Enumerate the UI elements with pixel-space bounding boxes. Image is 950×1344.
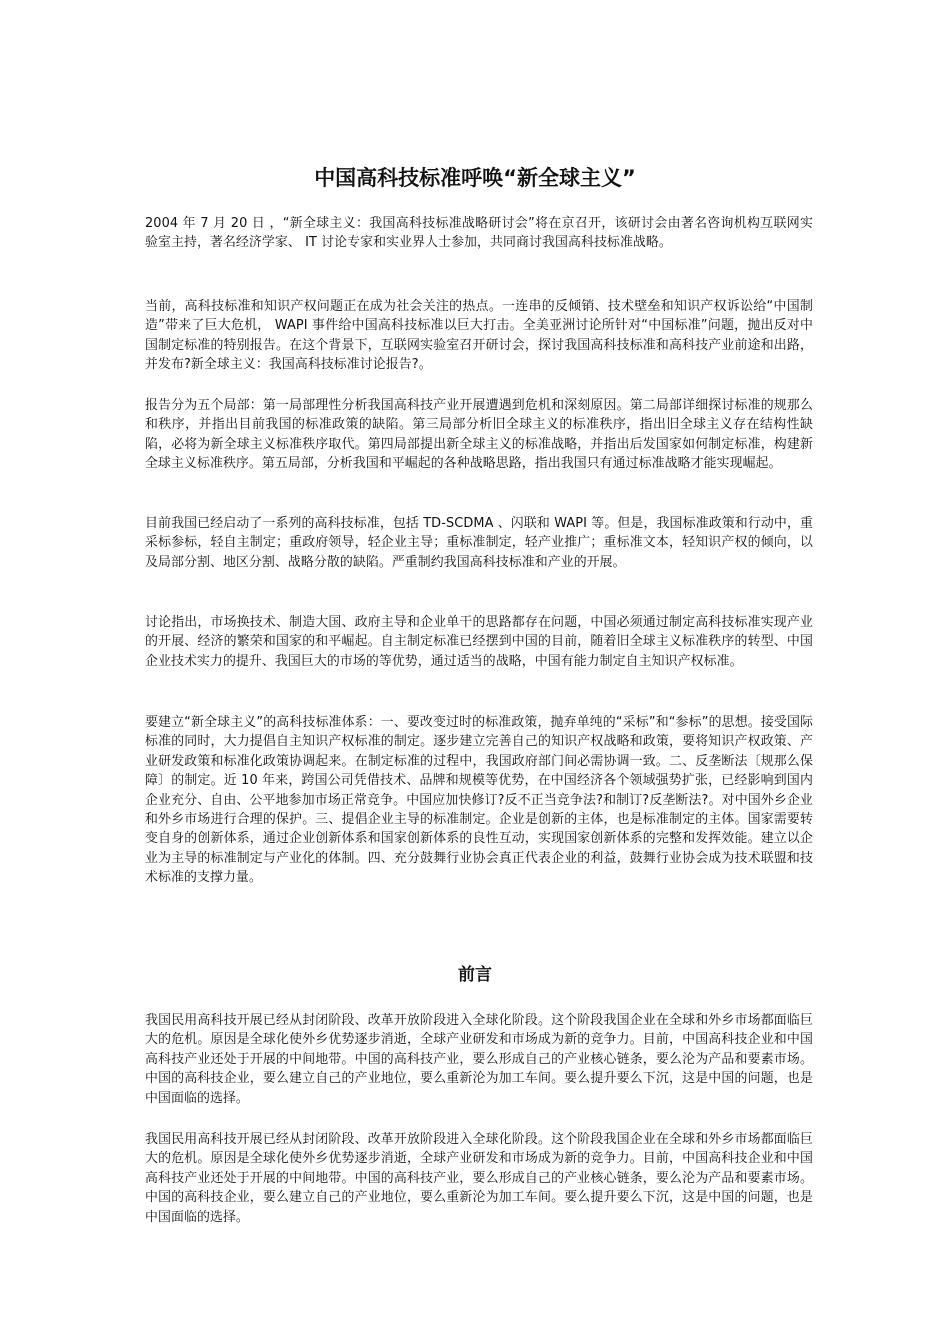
paragraph-background: 当前，高科技标准和知识产权问题正在成为社会关注的热点。一连串的反倾销、技术壁垒和知识产权诉讼给“中国制造”带来了巨大危机， WAPI 事件给中国高科技标准以巨大打击。全美亚洲讨论所针对“中国标准”问题，抛出反对中国制定标准的特别报告。在这个背景下，互联网实验室召开研讨会，探讨我国高科技标准和高科技产业前途和出路，并发布?新全球主义：我国高科技标准讨论报告?。 (145, 299, 813, 373)
document-title: 中国高科技标准呼唤“新全球主义” (314, 166, 636, 190)
paragraph-intro: 2004 年 7 月 20 日 ，“新全球主义：我国高科技标准战略研讨会”将在京召开，该研讨会由著名咨询机构互联网实验室主持，著名经济学家、 IT 讨论专家和实业界人士参加，共同商讨我国高科技标准战略。 (145, 216, 813, 251)
paragraph-recommendations: 要建立“新全球主义”的高科技标准体系：一、要改变过时的标准政策，抛弃单纯的“采标”和“参标”的思想。接受国际标准的同时，大力提倡自主知识产权标准的制定。逐步建立完善自己的知识产权战略和政策，要将知识产权政策、产业研发政策和标准化政策协调起来。在制定标准的过程中，我国政府部门间必需协调一致。二、反垄断法〔规那么保障〕的制定。近 10 年来，跨国公司凭借技术、品牌和规模等优势，在中国经济各个领域强势扩张，已经影响到国内企业充分、自由、公平地参加市场正常竞争。中国应加快修订?反不正当竞争法?和制订?反垄断法?。对中国外乡企业和外乡市场进行合理的保护。三、提倡企业主导的标准制定。企业是创新的主体，也是标准制定的主体。国家需要转变自身的创新体系，通过企业创新体系和国家创新体系的良性互动，实现国家创新体系的完整和发挥效能。建立以企业为主导的标准制定与产业化的体制。四、充分鼓舞行业协会真正代表企业的利益，鼓舞行业协会成为技术联盟和技术标准的支撑力量。 (145, 715, 813, 886)
paragraph-current-standards: 目前我国已经启动了一系列的高科技标准，包括 TD-SCDMA 、闪联和 WAPI 等。但是，我国标准政策和行动中，重采标参标，轻自主制定；重政府领导，轻企业主导；重标准制定，轻产业推广；重标准文本，轻知识产权的倾向，以及局部分割、地区分割、战略分散的缺陷。严重制约我国高科技标准和产业的开展。 (145, 516, 813, 570)
section-title-preface: 前言 (458, 965, 492, 985)
paragraph-report-structure: 报告分为五个局部：第一局部理性分析我国高科技产业开展遭遇到危机和深刻原因。第二局部详细探讨标准的规那么和秩序，并指出目前我国的标准政策的缺陷。第三局部分析旧全球主义的标准秩序，指出旧全球主义存在结构性缺陷，必将为新全球主义标准秩序取代。第四局部提出新全球主义的标准战略，并指出后发国家如何制定标准，构建新全球主义标准秩序。第五局部，分析我国和平崛起的各种战略思路，指出我国只有通过标准战略才能实现崛起。 (145, 398, 813, 472)
paragraph-discussion: 讨论指出，市场换技术、制造大国、政府主导和企业单干的思路都存在问题，中国必须通过制定高科技标准实现产业的开展、经济的繁荣和国家的和平崛起。自主制定标准已经摆到中国的目前，随着旧全球主义标准秩序的转型、中国企业技术实力的提升、我国巨大的市场的等优势，通过适当的战略，中国有能力制定自主知识产权标准。 (145, 615, 813, 669)
paragraph-preface-1: 我国民用高科技开展已经从封闭阶段、改革开放阶段进入全球化阶段。这个阶段我国企业在全球和外乡市场都面临巨大的危机。原因是全球化使外乡优势逐步消逝，全球产业研发和市场成为新的竞争力。目前，中国高科技企业和中国高科技产业还处于开展的中间地带。中国的高科技产业，要么形成自己的产业核心链条，要么沦为产品和要素市场。中国的高科技企业，要么建立自己的产业地位，要么重新沦为加工车间。要么提升要么下沉，这是中国的问题，也是中国面临的选择。 (145, 1013, 813, 1106)
paragraph-preface-2: 我国民用高科技开展已经从封闭阶段、改革开放阶段进入全球化阶段。这个阶段我国企业在全球和外乡市场都面临巨大的危机。原因是全球化使外乡优势逐步消逝，全球产业研发和市场成为新的竞争力。目前，中国高科技企业和中国高科技产业还处于开展的中间地带。中国的高科技产业，要么形成自己的产业核心链条，要么沦为产品和要素市场。中国的高科技企业，要么建立自己的产业地位，要么重新沦为加工车间。要么提升要么下沉，这是中国的问题，也是中国面临的选择。 (145, 1132, 813, 1225)
